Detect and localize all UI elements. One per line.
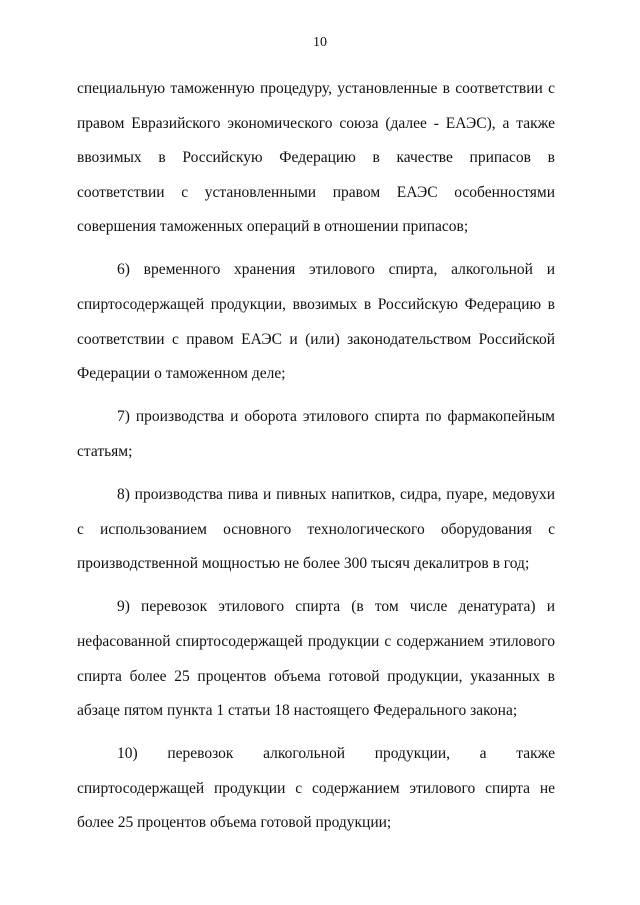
paragraph-item-9: 9) перевозок этилового спирта (в том числе денатурата) и нефасованной спиртосодержащей продукции с содержанием этилового спирта более 25 процентов объема готовой продукции, указанных в абзаце пятом пункта 1 статьи 18 настоящего Федерального закона; — [77, 598, 555, 720]
paragraph-item-10: 10) перевозок алкогольной продукции, а также спиртосодержащей продукции с содержанием этилового спирта не более 25 процентов объема готовой продукции; — [77, 745, 555, 832]
document-body — [77, 72, 555, 849]
paragraph-item-8: 8) производства пива и пивных напитков, сидра, пуаре, медовухи с использованием основного технологического оборудования с производственной мощностью не более 300 тысяч декалитров в год; — [77, 486, 555, 573]
paragraph-item-6: 6) временного хранения этилового спирта, алкогольной и спиртосодержащей продукции, ввозимых в Российскую Федерацию в соответствии с правом ЕАЭС и (или) законодательством Российской Федерации о таможенном деле; — [77, 261, 555, 383]
paragraph-item-7: 7) производства и оборота этилового спирта по фармакопейным статьям; — [77, 408, 555, 460]
paragraph-continuation: специальную таможенную процедуру, установленные в соответствии с правом Евразийского экономического союза (далее - ЕАЭС), а также ввозимых в Российскую Федерацию в качестве припасов в соответствии с установленными правом ЕАЭС особенностями совершения таможенных операций в отношении припасов; — [77, 80, 555, 236]
page-number: 10 — [313, 35, 327, 50]
